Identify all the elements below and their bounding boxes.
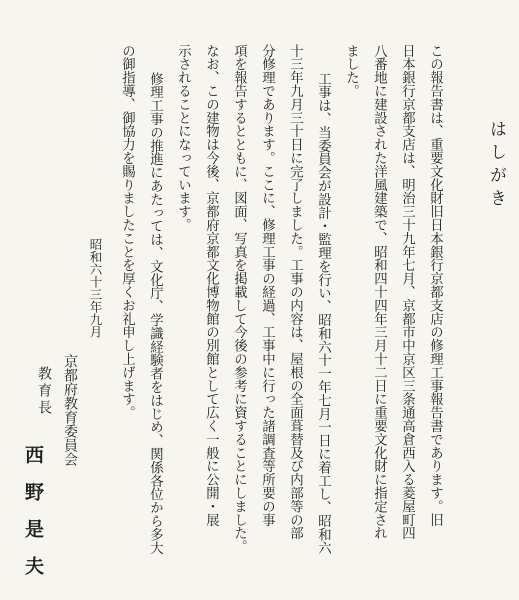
date: 昭和六十三年九月 [88,238,103,338]
body-line: ました。 [343,44,359,98]
body-line: 工事は、当委員会が設計・監理を行い、昭和六十一年七月一日に着工し、昭和六 [315,72,331,555]
body-line: 日本銀行京都支店は、明治三十九年七月、京都市中京区三条通高倉西入る菱屋町四 [399,44,415,540]
body-line: 八番地に建設された洋風建築で、昭和四十四年三月十二日に重要文化財に指定され [371,44,387,540]
body-line: 項を報告するとともに、図面、写真を掲載して今後の参考に資することにしました。 [231,44,247,554]
body-line: 分修理であります。ここに、修理工事の経過、工事中に行った諸調査等所要の事 [259,44,275,527]
body-line: 十三年九月三十日に完了しました。工事の内容は、屋根の全面葺替及び内部等の部 [287,44,303,540]
body-line: 修理工事の推進にあたっては、文化庁、学識経験者をはじめ、関係各位から多大 [147,72,163,555]
role: 教育長 [36,366,52,417]
body-line: なお、この建物は今後、京都府京都文化博物館の別館として広く一般に公開・展 [203,44,219,527]
organization: 京都府教育委員会 [62,354,78,466]
body-line: この報告書は、重要文化財旧日本銀行京都支店の修理工事報告書であります。旧 [427,44,443,527]
body-line: の御指導、御協力を賜りましたことを厚くお礼申し上げます。 [119,44,135,420]
body-line: 示されることになっています。 [175,44,191,232]
document-title: はしがき [486,120,506,212]
signatory-name: 西野是夫 [22,445,44,593]
